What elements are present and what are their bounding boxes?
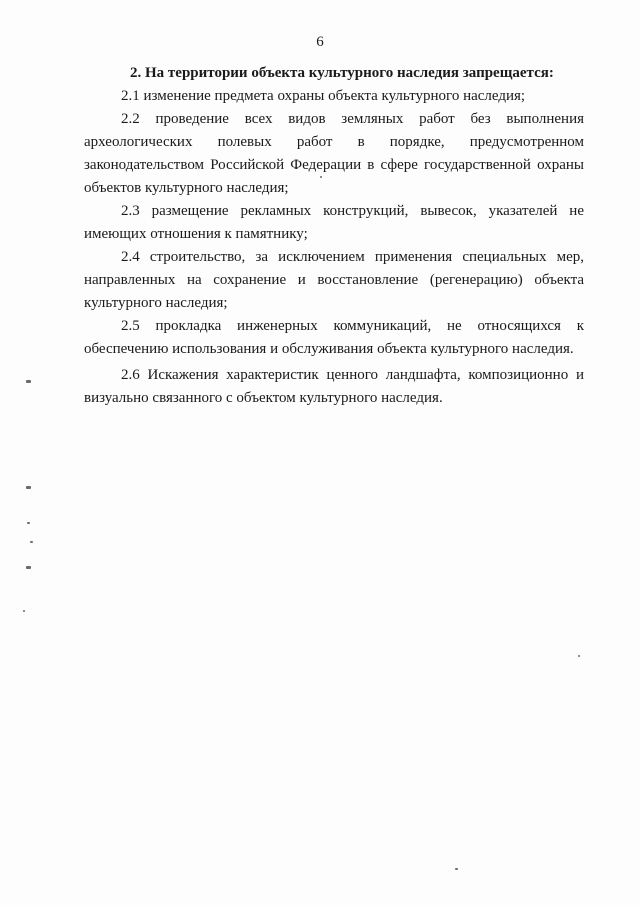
scan-speck: [26, 380, 31, 383]
clause-2-3: 2.3 размещение рекламных конструкций, вывесок, указателей не имеющих отношения к памятнику;: [84, 203, 584, 242]
scan-speck: [578, 655, 580, 657]
clause-2-1: 2.1 изменение предмета охраны объекта культурного наследия;: [121, 88, 526, 104]
scan-speck: [320, 176, 322, 178]
clause-2-2: 2.2 проведение всех видов земляных работ без выполнения археологических полевых работ в порядке, предусмотренном законодательством Российской Федерации в сфере государственной охраны объектов культурного наследия;: [84, 111, 584, 196]
section-heading: 2. На территории объекта культурного наследия запрещается:: [130, 65, 554, 81]
page-number: 6: [316, 34, 324, 50]
document-body: [84, 62, 584, 410]
clause-2-6: 2.6 Искажения характеристик ценного ландшафта, композиционно и визуально связанного с объектом культурного наследия.: [84, 367, 584, 406]
scan-speck: [23, 610, 25, 612]
scan-speck: [26, 566, 31, 569]
scan-speck: [27, 522, 30, 524]
scan-speck: [26, 486, 31, 489]
scan-speck: [455, 868, 458, 870]
clause-2-4: 2.4 строительство, за исключением применения специальных мер, направленных на сохранение и восстановление (регенерацию) объекта культурного наследия;: [84, 249, 584, 311]
scan-speck: [30, 541, 33, 543]
clause-2-5: 2.5 прокладка инженерных коммуникаций, не относящихся к обеспечению использования и обслуживания объекта культурного наследия.: [84, 318, 584, 357]
